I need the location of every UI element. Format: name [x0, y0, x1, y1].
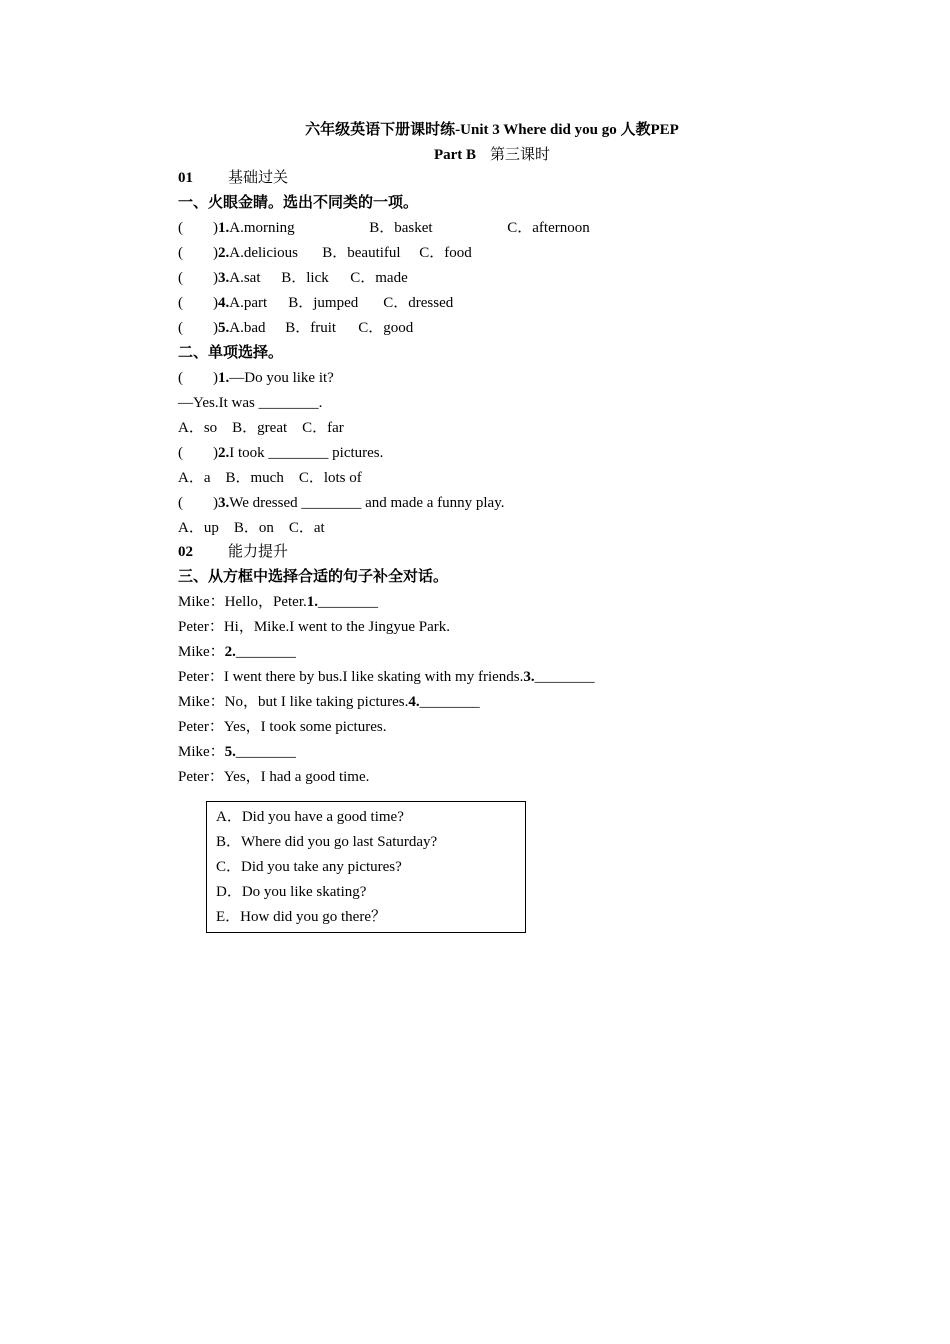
- option-a: A.morning: [229, 220, 295, 236]
- box-option-a: A．Did you have a good time?: [216, 809, 404, 825]
- item-number: 5.: [218, 320, 230, 336]
- speaker: Mike：: [178, 744, 225, 760]
- answer-paren-close: ): [213, 495, 218, 511]
- question-item: [178, 268, 408, 288]
- item-number: 1.: [218, 220, 230, 236]
- question-options: A．up B．on C．at: [178, 520, 325, 536]
- question-heading-2: 二、单项选择。: [178, 345, 284, 361]
- option-c: C．good: [358, 320, 414, 336]
- answer-paren-close: ): [213, 445, 218, 461]
- options-box: [206, 801, 526, 933]
- page-title: 六年级英语下册课时练-Unit 3 Where did you go 人教PEP: [305, 122, 679, 138]
- section-number: 02: [178, 544, 193, 560]
- speaker: Peter：: [178, 769, 224, 785]
- question-stem: We dressed ________ and made a funny play.: [229, 495, 505, 511]
- option-a: A.part: [229, 295, 268, 311]
- question-item: [178, 368, 334, 388]
- answer-paren-open: (: [178, 220, 183, 236]
- item-number: 4.: [218, 295, 230, 311]
- box-option-c: C．Did you take any pictures?: [216, 859, 402, 875]
- blank-number: 4.: [408, 694, 420, 710]
- box-option-d: D．Do you like skating?: [216, 884, 367, 900]
- question-item: [178, 218, 590, 238]
- option-b: B．jumped: [288, 295, 359, 311]
- answer-blank[interactable]: ________: [534, 669, 595, 685]
- item-number: 3.: [218, 495, 230, 511]
- blank-number: 2.: [224, 644, 236, 660]
- section-header-01: [178, 168, 288, 188]
- blank-number: 3.: [523, 669, 535, 685]
- question-stem: I took ________ pictures.: [229, 445, 384, 461]
- dialogue-line: [178, 642, 296, 662]
- dialogue-text: I went there by bus.I like skating with my friends.: [223, 669, 524, 685]
- question-item: [178, 293, 453, 313]
- option-b: B．beautiful: [322, 245, 401, 261]
- question-item: [178, 243, 472, 263]
- answer-paren-close: ): [213, 370, 218, 386]
- item-number: 3.: [218, 270, 230, 286]
- answer-paren-open: (: [178, 320, 183, 336]
- dialogue-text: No，but I like taking pictures.: [224, 694, 409, 710]
- page-subtitle: [0, 143, 950, 164]
- option-c: C．afternoon: [507, 220, 590, 236]
- item-number: 1.: [218, 370, 230, 386]
- box-option-e: E．How did you go there？: [216, 909, 386, 925]
- option-a: A.sat: [229, 270, 261, 286]
- option-b: B．basket: [369, 220, 433, 236]
- option-c: C．food: [419, 245, 472, 261]
- answer-paren-open: (: [178, 445, 183, 461]
- box-option-b: B．Where did you go last Saturday?: [216, 834, 438, 850]
- dialogue-line: [178, 617, 450, 637]
- dialogue-line: [178, 742, 296, 762]
- answer-paren-close: ): [213, 295, 218, 311]
- answer-paren-close: ): [213, 220, 218, 236]
- section-number: 01: [178, 170, 193, 186]
- question-options: A．a B．much C．lots of: [178, 470, 362, 486]
- question-heading-1: 一、火眼金睛。选出不同类的一项。: [178, 195, 419, 211]
- answer-paren-open: (: [178, 495, 183, 511]
- question-options: A．so B．great C．far: [178, 420, 344, 436]
- dialogue-text: Yes，I had a good time.: [223, 769, 370, 785]
- question-item: [178, 443, 383, 463]
- section-header-02: [178, 542, 288, 562]
- option-a: A.bad: [229, 320, 266, 336]
- dialogue-line: [178, 692, 480, 712]
- answer-paren-open: (: [178, 270, 183, 286]
- answer-blank[interactable]: ________: [235, 644, 296, 660]
- question-item: [178, 493, 505, 513]
- speaker: Mike：: [178, 644, 225, 660]
- blank-number: 1.: [306, 594, 318, 610]
- dialogue-text: Yes，I took some pictures.: [223, 719, 387, 735]
- option-a: A.delicious: [229, 245, 298, 261]
- item-number: 2.: [218, 445, 230, 461]
- dialogue-line: [178, 767, 369, 787]
- question-heading-3: 三、从方框中选择合适的句子补全对话。: [178, 569, 449, 585]
- answer-paren-close: ): [213, 245, 218, 261]
- answer-paren-close: ): [213, 320, 218, 336]
- question-stem-reply: —Yes.It was ________.: [178, 395, 323, 411]
- answer-paren-close: ): [213, 270, 218, 286]
- dialogue-line: [178, 667, 595, 687]
- speaker: Mike：: [178, 694, 225, 710]
- answer-blank[interactable]: ________: [318, 594, 378, 610]
- option-b: B．lick: [281, 270, 329, 286]
- question-item: [178, 318, 413, 338]
- dialogue-line: [178, 717, 386, 737]
- question-stem: —Do you like it?: [229, 370, 334, 386]
- speaker: Peter：: [178, 619, 224, 635]
- section-name: 基础过关: [228, 170, 289, 186]
- section-name: 能力提升: [228, 544, 289, 560]
- speaker: Peter：: [178, 719, 224, 735]
- answer-paren-open: (: [178, 295, 183, 311]
- answer-blank[interactable]: ________: [235, 744, 296, 760]
- dialogue-text: Hi，Mike.I went to the Jingyue Park.: [223, 619, 451, 635]
- answer-blank[interactable]: ________: [419, 694, 480, 710]
- answer-paren-open: (: [178, 370, 183, 386]
- answer-paren-open: (: [178, 245, 183, 261]
- dialogue-text: Hello，Peter.: [224, 594, 307, 610]
- option-c: C．made: [350, 270, 408, 286]
- item-number: 2.: [218, 245, 230, 261]
- option-c: C．dressed: [383, 295, 454, 311]
- speaker: Peter：: [178, 669, 224, 685]
- option-b: B．fruit: [285, 320, 337, 336]
- part-label: Part B: [433, 147, 477, 163]
- dialogue-line: [178, 592, 378, 612]
- blank-number: 5.: [224, 744, 236, 760]
- lesson-label: 第三课时: [490, 147, 551, 163]
- speaker: Mike：: [178, 594, 225, 610]
